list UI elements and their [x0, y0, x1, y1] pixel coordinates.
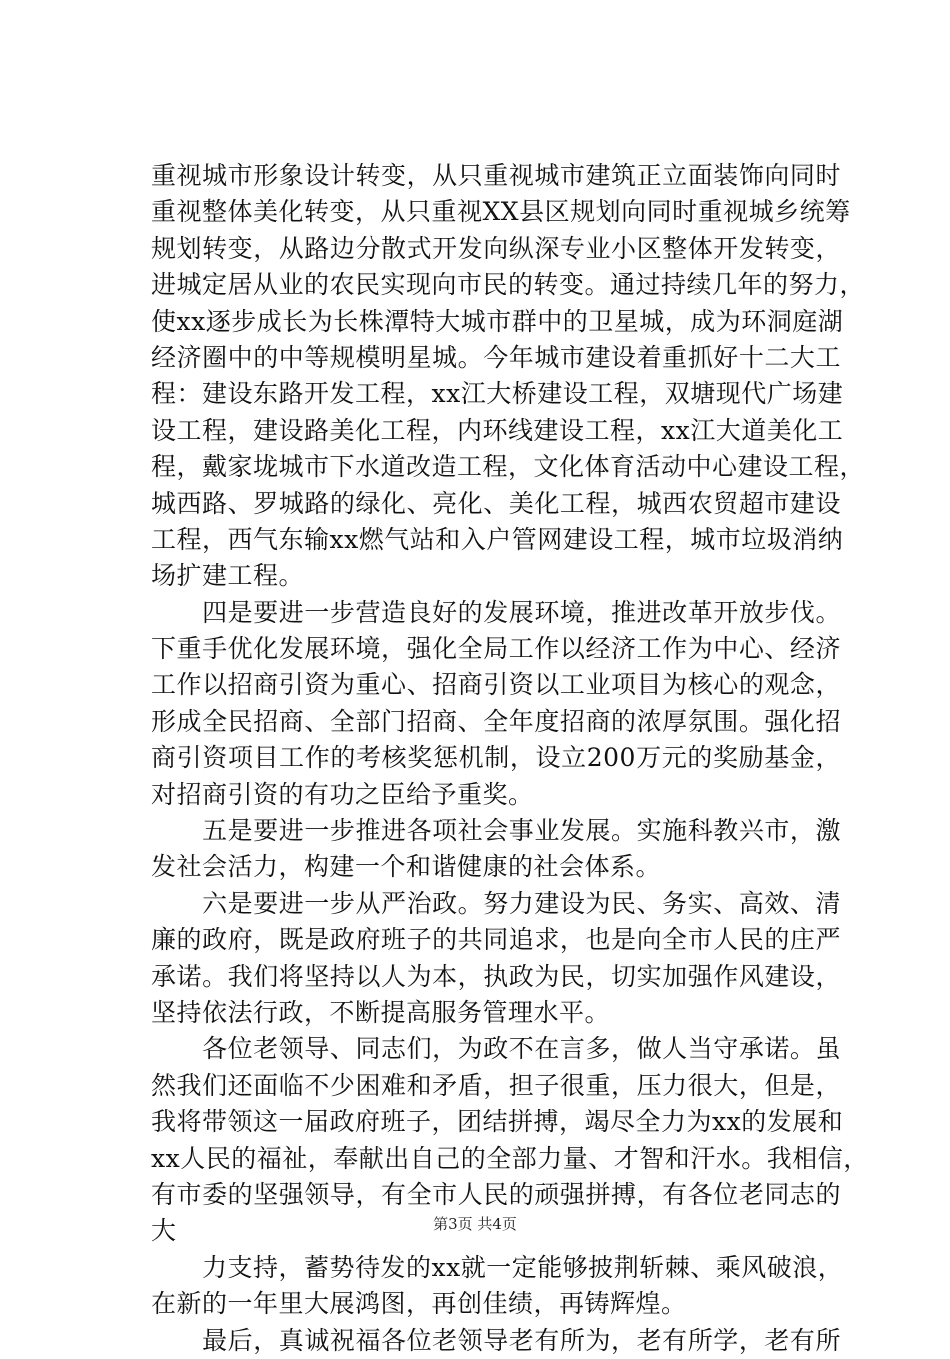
text-line: 然我们还面临不少困难和矛盾，担子很重，压力很大，但是，: [151, 1070, 841, 1100]
text-line: 发社会活力，构建一个和谐健康的社会体系。: [151, 852, 662, 882]
text-line: 承诺。我们将坚持以人为本，执政为民，切实加强作风建设，: [151, 961, 841, 991]
text-line: 有市委的坚强领导，有全市人民的顽强拼搏，有各位老同志的: [151, 1179, 841, 1209]
text-line: 设工程，建设路美化工程，内环线建设工程，xx江大道美化工: [151, 415, 844, 445]
text-line: 形成全民招商、全部门招商、全年度招商的浓厚氛围。强化招: [151, 706, 841, 736]
text-line: xx人民的福祉，奉献出自己的全部力量、才智和汗水。我相信，: [151, 1143, 869, 1173]
text-line: 我将带领这一届政府班子，团结拼搏，竭尽全力为xx的发展和: [151, 1107, 844, 1137]
text-line: 五是要进一步推进各项社会事业发展。实施科教兴市，激: [151, 816, 841, 846]
text-line: 重视整体美化转变，从只重视XX县区规划向同时重视城乡统筹: [151, 197, 851, 227]
text-line: 下重手优化发展环境，强化全局工作以经济工作为中心、经济: [151, 634, 841, 664]
text-line: 进城定居从业的农民实现向市民的转变。通过持续几年的努力，: [151, 270, 866, 300]
text-line: 程，戴家垅城市下水道改造工程，文化体育活动中心建设工程，: [151, 452, 866, 482]
text-line: 工程，西气东输xx燃气站和入户管网建设工程，城市垃圾消纳: [151, 524, 844, 554]
text-line: 廉的政府，既是政府班子的共同追求，也是向全市人民的庄严: [151, 925, 841, 955]
document-body: [151, 158, 869, 1359]
text-line: 场扩建工程。: [151, 561, 305, 591]
text-line: 在新的一年里大展鸿图，再创佳绩，再铸辉煌。: [151, 1289, 687, 1319]
text-line: 力支持，蓄势待发的xx就一定能够披荆斩棘、乘风破浪，: [151, 1252, 844, 1282]
text-line: 四是要进一步营造良好的发展环境，推进改革开放步伐。: [151, 597, 841, 627]
text-line: 使xx逐步成长为长株潭特大城市群中的卫星城，成为环洞庭湖: [151, 306, 844, 336]
text-line: 大: [151, 1216, 177, 1246]
text-line: 商引资项目工作的考核奖惩机制，设立200万元的奖励基金，: [151, 743, 841, 773]
text-line: 六是要进一步从严治政。努力建设为民、务实、高效、清: [151, 888, 841, 918]
text-line: 经济圈中的中等规模明星城。今年城市建设着重抓好十二大工: [151, 342, 841, 372]
text-line: 最后，真诚祝福各位老领导老有所为，老有所学，老有所: [151, 1325, 841, 1355]
text-line: 重视城市形象设计转变，从只重视城市建筑正立面装饰向同时: [151, 161, 841, 190]
text-line: 规划转变，从路边分散式开发向纵深专业小区整体开发转变，: [151, 233, 841, 263]
text-line: 程：建设东路开发工程，xx江大桥建设工程，双塘现代广场建: [151, 379, 844, 409]
text-line: 对招商引资的有功之臣给予重奖。: [151, 779, 534, 809]
text-line: 工作以招商引资为重心、招商引资以工业项目为核心的观念，: [151, 670, 841, 700]
text-line: 坚持依法行政，不断提高服务管理水平。: [151, 997, 611, 1027]
text-line: 城西路、罗城路的绿化、亮化、美化工程，城西农贸超市建设: [151, 488, 841, 518]
text-line: 各位老领导、同志们，为政不在言多，做人当守承诺。虽: [151, 1034, 841, 1064]
page-footer: 第3页 共4页: [433, 1215, 517, 1233]
